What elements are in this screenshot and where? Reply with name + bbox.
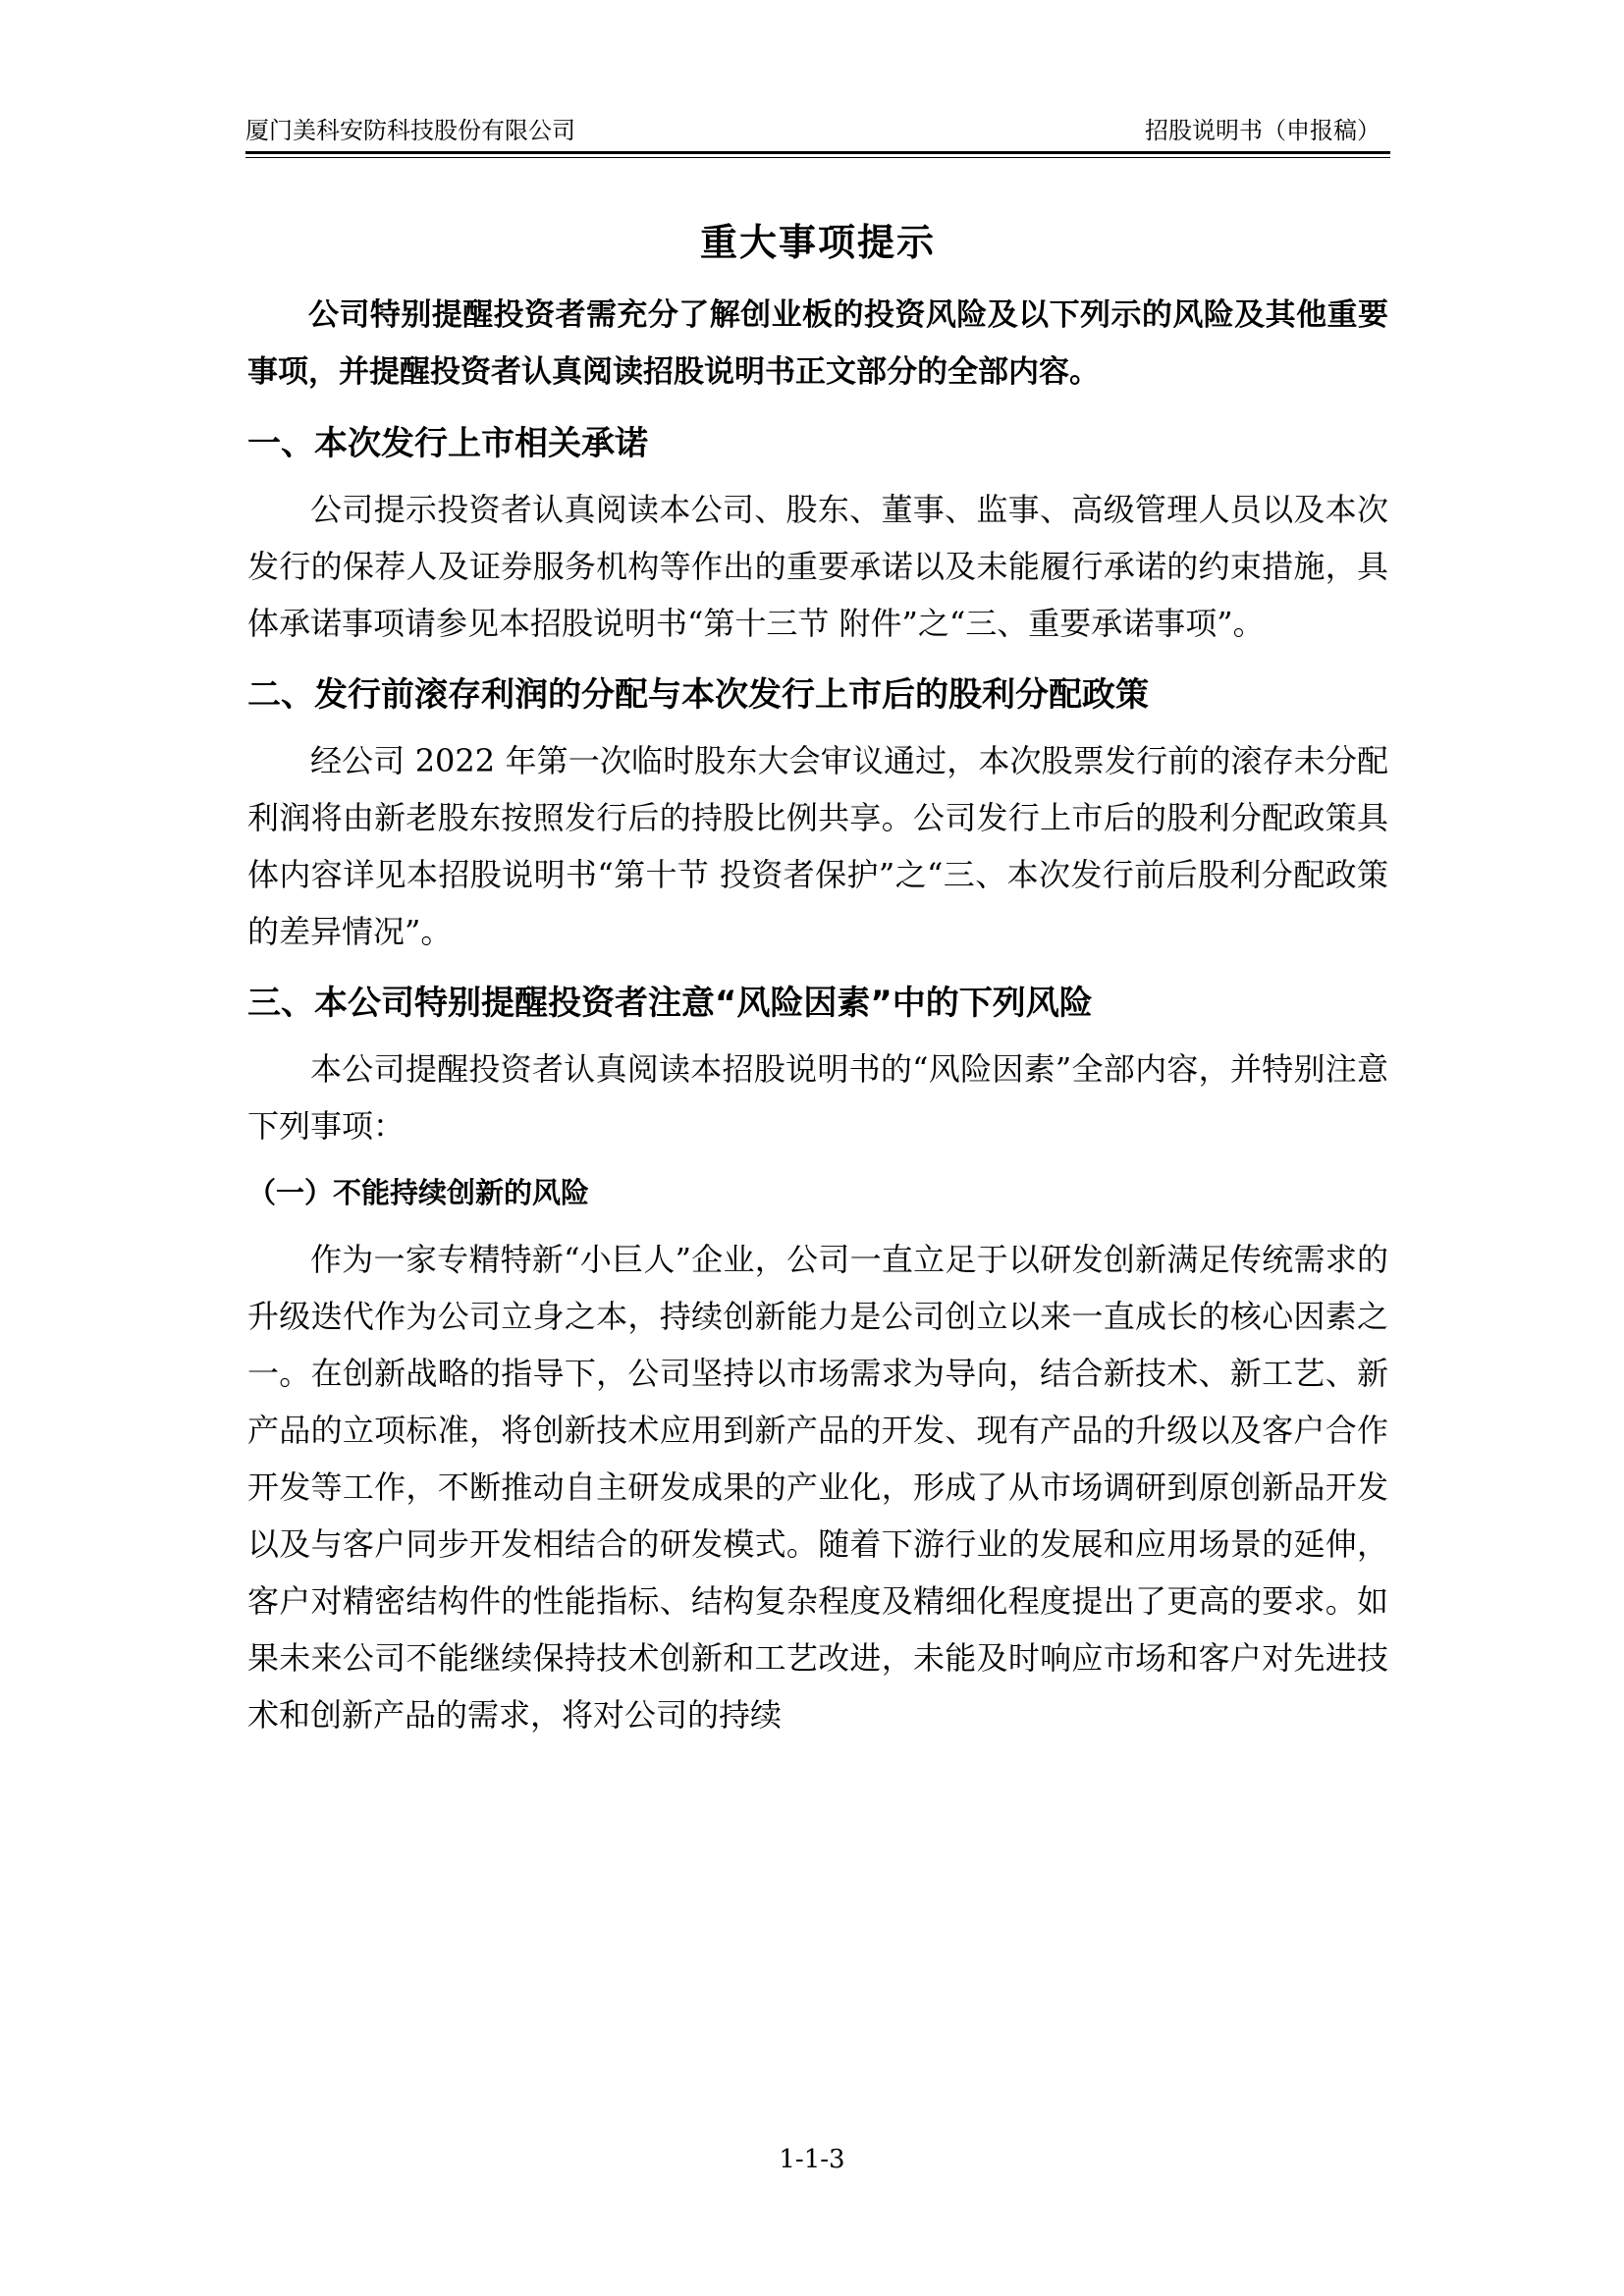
section-paragraph-1: 公司提示投资者认真阅读本公司、股东、董事、监事、高级管理人员以及本次发行的保荐人及证券服务机构等作出的重要承诺以及未能履行承诺的约束措施，具体承诺事项请参见本招股说明书“第十三节 附件”之“三、重要承诺事项”。 [247, 491, 1388, 642]
header-rule-thick [245, 151, 1390, 154]
section-heading-2: 二、发行前滚存利润的分配与本次发行上市后的股利分配政策 [247, 675, 1149, 715]
header-rule-thin [245, 157, 1390, 158]
page-title: 重大事项提示 [699, 221, 936, 264]
subsection-heading: （一）不能持续创新的风险 [247, 1176, 590, 1209]
header-document-type: 招股说明书（申报稿） [1145, 117, 1380, 144]
section-heading-3: 三、本公司特别提醒投资者注意“风险因素”中的下列风险 [247, 984, 1093, 1023]
subsection-paragraph: 作为一家专精特新“小巨人”企业，公司一直立足于以研发创新满足传统需求的升级迭代作为公司立身之本，持续创新能力是公司创立以来一直成长的核心因素之一。在创新战略的指导下，公司坚持以市场需求为导向，结合新技术、新工艺、新产品的立项标准，将创新技术应用到新产品的开发、现有产品的升级以及客户合作开发等工作，不断推动自主研发成果的产业化，形成了从市场调研到原创新品开发以及与客户同步开发相结合的研发模式。随着下游行业的发展和应用场景的延伸，客户对精密结构件的性能指标、结构复杂程度及精细化程度提出了更高的要求。如果未来公司不能继续保持技术创新和工艺改进，未能及时响应市场和客户对先进技术和创新产品的需求，将对公司的持续 [247, 1241, 1388, 1734]
page-number: 1-1-3 [779, 2145, 845, 2174]
header-company-name: 厦门美科安防科技股份有限公司 [245, 117, 575, 144]
section-paragraph-3: 本公司提醒投资者认真阅读本招股说明书的“风险因素”全部内容，并特别注意下列事项： [247, 1050, 1388, 1145]
section-paragraph-2: 经公司 2022 年第一次临时股东大会审议通过，本次股票发行前的滚存未分配利润将由新老股东按照发行后的持股比例共享。公司发行上市后的股利分配政策具体内容详见本招股说明书“第十节 投资者保护”之“三、本次发行前后股利分配政策的差异情况”。 [247, 742, 1388, 950]
intro-paragraph: 公司特别提醒投资者需充分了解创业板的投资风险及以下列示的风险及其他重要事项，并提醒投资者认真阅读招股说明书正文部分的全部内容。 [247, 297, 1388, 390]
page-header [245, 116, 1390, 155]
section-heading-1: 一、本次发行上市相关承诺 [247, 424, 648, 463]
page-body [247, 208, 1388, 1743]
